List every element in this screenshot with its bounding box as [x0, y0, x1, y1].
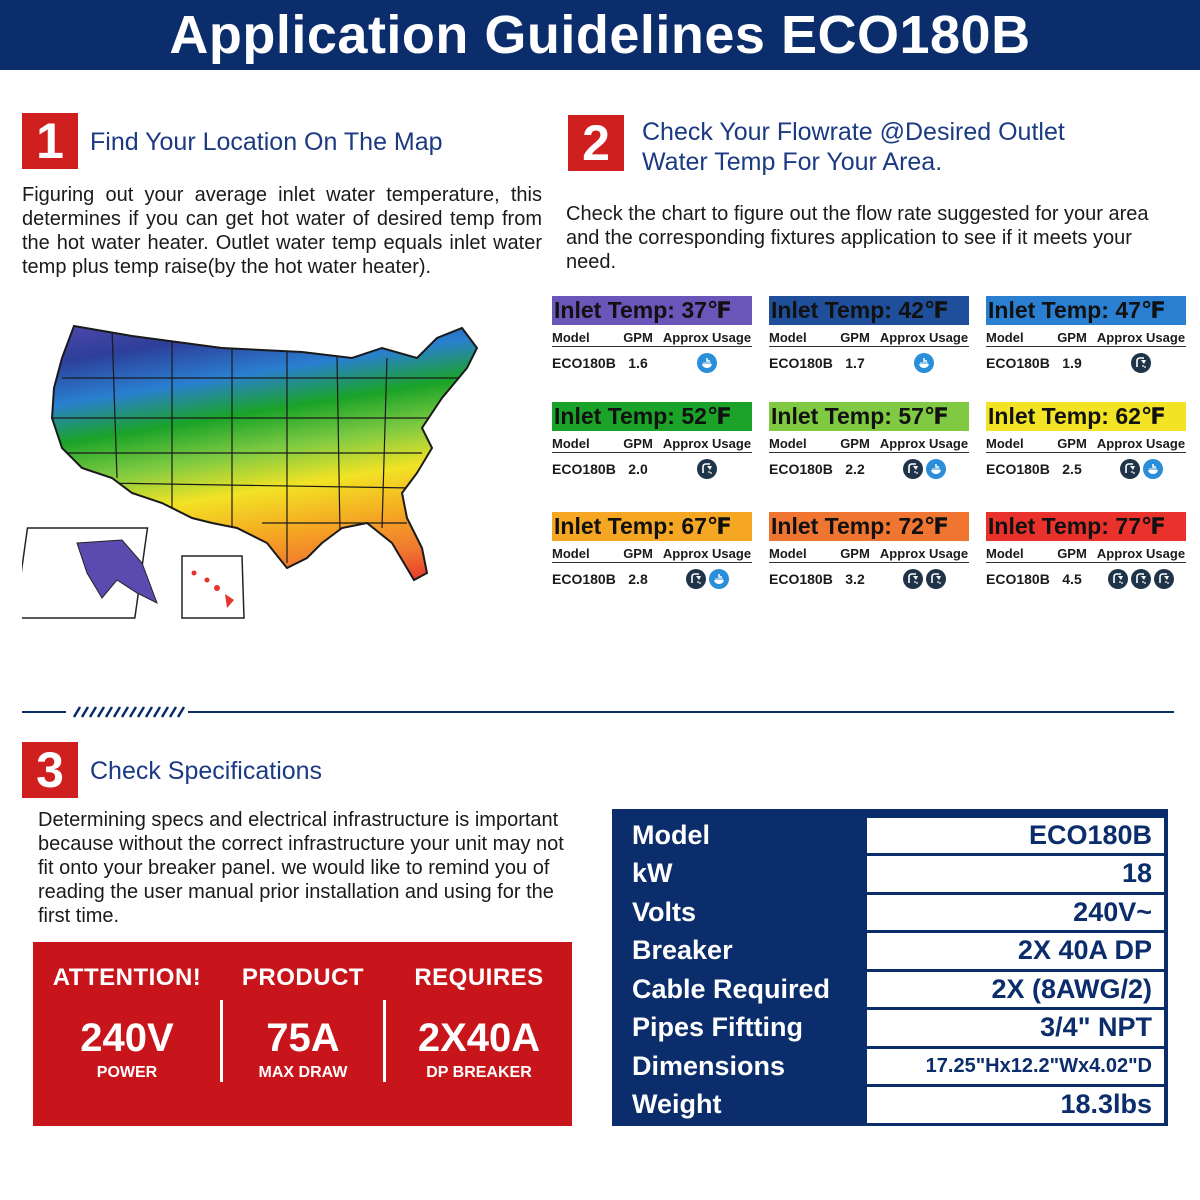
step-2-title-line2: Water Temp For Your Area. [642, 148, 943, 176]
shower-icon [1131, 569, 1151, 589]
gpm-value: 2.5 [1062, 461, 1082, 477]
step-1-title: Find Your Location On The Map [90, 128, 443, 156]
page-title: Application Guidelines ECO180B [169, 5, 1031, 65]
gpm-value: 1.7 [845, 355, 865, 371]
inlet-temp-card [986, 512, 1186, 592]
model-value: ECO180B [552, 355, 616, 371]
spec-key: Model [632, 819, 710, 850]
gpm-col-header: GPM [840, 436, 870, 451]
us-temperature-map [22, 318, 502, 628]
gpm-col-header: GPM [1057, 436, 1087, 451]
gpm-col-header: GPM [840, 546, 870, 561]
shower-icon [697, 459, 717, 479]
gpm-col-header: GPM [623, 436, 653, 451]
shower-icon [903, 459, 923, 479]
usage-icons [879, 569, 969, 589]
card-data-row [769, 569, 969, 589]
card-header-row [986, 547, 1186, 563]
card-header-row [986, 437, 1186, 453]
usage-icons [662, 459, 752, 479]
shower-icon [1131, 353, 1151, 373]
usage-icons [1096, 569, 1186, 589]
card-data-row [769, 459, 969, 479]
card-data-row [769, 353, 969, 373]
inlet-temp-card [769, 402, 969, 482]
usage-col-header: Approx Usage [662, 436, 752, 451]
inlet-temp-card [769, 512, 969, 592]
model-col-header: Model [769, 436, 807, 451]
product-label: PRODUCT [241, 964, 365, 991]
attention-label: ATTENTION! [52, 964, 202, 991]
sink-icon [914, 353, 934, 373]
card-data-row [986, 569, 1186, 589]
spec-key: Cable Required [632, 973, 831, 1004]
model-col-header: Model [769, 330, 807, 345]
usage-icons [662, 569, 752, 589]
model-col-header: Model [986, 546, 1024, 561]
inlet-temp-banner: Inlet Temp: 67℉ [552, 512, 752, 541]
shower-icon [926, 569, 946, 589]
breaker-value: 2X40A [417, 1016, 541, 1060]
spec-key: Weight [632, 1089, 722, 1120]
gpm-col-header: GPM [623, 546, 653, 561]
spec-value: 18.3lbs [867, 1087, 1164, 1123]
spec-table [612, 809, 1168, 1126]
step-3-text: Determining specs and electrical infrastructure is important because without the correct infrastructure your unit may not fit onto your breaker panel. we would like to remind you of reading the user manual prior installation and using for the first time. [38, 809, 564, 927]
model-col-header: Model [552, 546, 590, 561]
spec-key: Breaker [632, 935, 733, 966]
sink-icon [697, 353, 717, 373]
card-data-row [986, 459, 1186, 479]
model-col-header: Model [769, 546, 807, 561]
usage-col-header: Approx Usage [1096, 436, 1186, 451]
sink-icon [926, 459, 946, 479]
inlet-temp-card [552, 296, 752, 376]
usage-col-header: Approx Usage [879, 330, 969, 345]
shower-icon [1154, 569, 1174, 589]
usage-icons [1096, 459, 1186, 479]
card-data-row [552, 353, 752, 373]
card-header-row [769, 331, 969, 347]
card-header-row [552, 331, 752, 347]
card-header-row [769, 437, 969, 453]
usage-icons [879, 353, 969, 373]
inlet-temp-card [986, 402, 1186, 482]
inlet-temp-banner: Inlet Temp: 47℉ [986, 296, 1186, 325]
spec-value: 17.25"Hx12.2"Wx4.02"D [867, 1049, 1164, 1085]
card-data-row [552, 459, 752, 479]
card-header-row [769, 547, 969, 563]
spec-row [617, 893, 1164, 932]
model-value: ECO180B [552, 571, 616, 587]
model-col-header: Model [552, 330, 590, 345]
max-draw-value: 75A [266, 1016, 340, 1060]
spec-row [617, 932, 1164, 971]
inlet-temp-card [552, 512, 752, 592]
model-col-header: Model [986, 436, 1024, 451]
gpm-value: 2.8 [628, 571, 648, 587]
model-value: ECO180B [769, 355, 833, 371]
section-divider [22, 705, 1174, 717]
model-value: ECO180B [986, 571, 1050, 587]
gpm-value: 3.2 [845, 571, 865, 587]
inlet-temp-card [986, 296, 1186, 376]
inlet-temp-banner: Inlet Temp: 57℉ [769, 402, 969, 431]
spec-value: 240V~ [867, 895, 1164, 931]
spec-key: kW [632, 858, 673, 889]
spec-row [617, 816, 1164, 855]
inlet-temp-banner: Inlet Temp: 72℉ [769, 512, 969, 541]
spec-value: 2X 40A DP [867, 933, 1164, 969]
gpm-value: 4.5 [1062, 571, 1082, 587]
attention-col-power [33, 942, 221, 1126]
requires-label: REQUIRES [414, 964, 544, 991]
card-header-row [552, 547, 752, 563]
step-2-title-line1: Check Your Flowrate @Desired Outlet [642, 118, 1065, 146]
us-map-graphic [22, 318, 502, 628]
usage-icons [662, 353, 752, 373]
spec-row [617, 855, 1164, 894]
inlet-temp-banner: Inlet Temp: 42℉ [769, 296, 969, 325]
inlet-temp-banner: Inlet Temp: 77℉ [986, 512, 1186, 541]
gpm-col-header: GPM [623, 330, 653, 345]
usage-col-header: Approx Usage [879, 436, 969, 451]
gpm-value: 1.9 [1062, 355, 1082, 371]
inlet-temp-card [769, 296, 969, 376]
gpm-value: 2.0 [628, 461, 648, 477]
spec-row [617, 1086, 1164, 1125]
usage-icons [1096, 353, 1186, 373]
gpm-value: 1.6 [628, 355, 648, 371]
spec-row [617, 970, 1164, 1009]
gpm-col-header: GPM [1057, 546, 1087, 561]
inlet-temp-banner: Inlet Temp: 37℉ [552, 296, 752, 325]
attention-col-draw [223, 942, 383, 1126]
breaker-caption: DP BREAKER [426, 1064, 532, 1081]
model-value: ECO180B [769, 571, 833, 587]
attention-box [33, 942, 572, 1126]
attention-col-breaker [386, 942, 572, 1126]
usage-col-header: Approx Usage [1096, 546, 1186, 561]
step-3-title: Check Specifications [90, 757, 323, 785]
spec-value: 2X (8AWG/2) [867, 972, 1164, 1008]
spec-row [617, 1009, 1164, 1048]
card-data-row [986, 353, 1186, 373]
spec-key: Dimensions [632, 1050, 786, 1081]
gpm-col-header: GPM [840, 330, 870, 345]
inlet-temp-card [552, 402, 752, 482]
usage-col-header: Approx Usage [662, 546, 752, 561]
step-2-text: Check the chart to figure out the flow rate suggested for your area and the corresponding fixtures application to see if it meets your need. [566, 203, 1149, 273]
spec-value: 3/4" NPT [867, 1010, 1164, 1046]
spec-value: 18 [867, 856, 1164, 892]
step-3-badge: 3 [22, 742, 78, 798]
card-data-row [552, 569, 752, 589]
gpm-value: 2.2 [845, 461, 865, 477]
gpm-col-header: GPM [1057, 330, 1087, 345]
model-value: ECO180B [986, 355, 1050, 371]
model-value: ECO180B [552, 461, 616, 477]
spec-row [617, 1047, 1164, 1086]
inlet-temp-banner: Inlet Temp: 52℉ [552, 402, 752, 431]
usage-col-header: Approx Usage [662, 330, 752, 345]
spec-key: Pipes Fiftting [632, 1012, 803, 1043]
shower-icon [903, 569, 923, 589]
max-draw-caption: MAX DRAW [258, 1064, 348, 1081]
step-2-badge: 2 [568, 115, 624, 171]
model-value: ECO180B [986, 461, 1050, 477]
step-1-badge: 1 [22, 113, 78, 169]
spec-key: Volts [632, 896, 697, 927]
card-header-row [986, 331, 1186, 347]
usage-col-header: Approx Usage [1096, 330, 1186, 345]
sink-icon [1143, 459, 1163, 479]
card-header-row [552, 437, 752, 453]
model-col-header: Model [552, 436, 590, 451]
usage-col-header: Approx Usage [879, 546, 969, 561]
shower-icon [1120, 459, 1140, 479]
inlet-temp-banner: Inlet Temp: 62℉ [986, 402, 1186, 431]
usage-icons [879, 459, 969, 479]
model-col-header: Model [986, 330, 1024, 345]
step-1-text: Figuring out your average inlet water temperature, this determines if you can get hot water of desired temp from the hot water heater. Outlet water temp equals inlet water temp plus temp raise(by the hot water heater). [22, 184, 542, 278]
power-value: 240V [80, 1016, 174, 1060]
sink-icon [709, 569, 729, 589]
power-caption: POWER [96, 1064, 158, 1081]
shower-icon [686, 569, 706, 589]
model-value: ECO180B [769, 461, 833, 477]
shower-icon [1108, 569, 1128, 589]
spec-value: ECO180B [867, 818, 1164, 854]
header-bar [0, 0, 1200, 70]
